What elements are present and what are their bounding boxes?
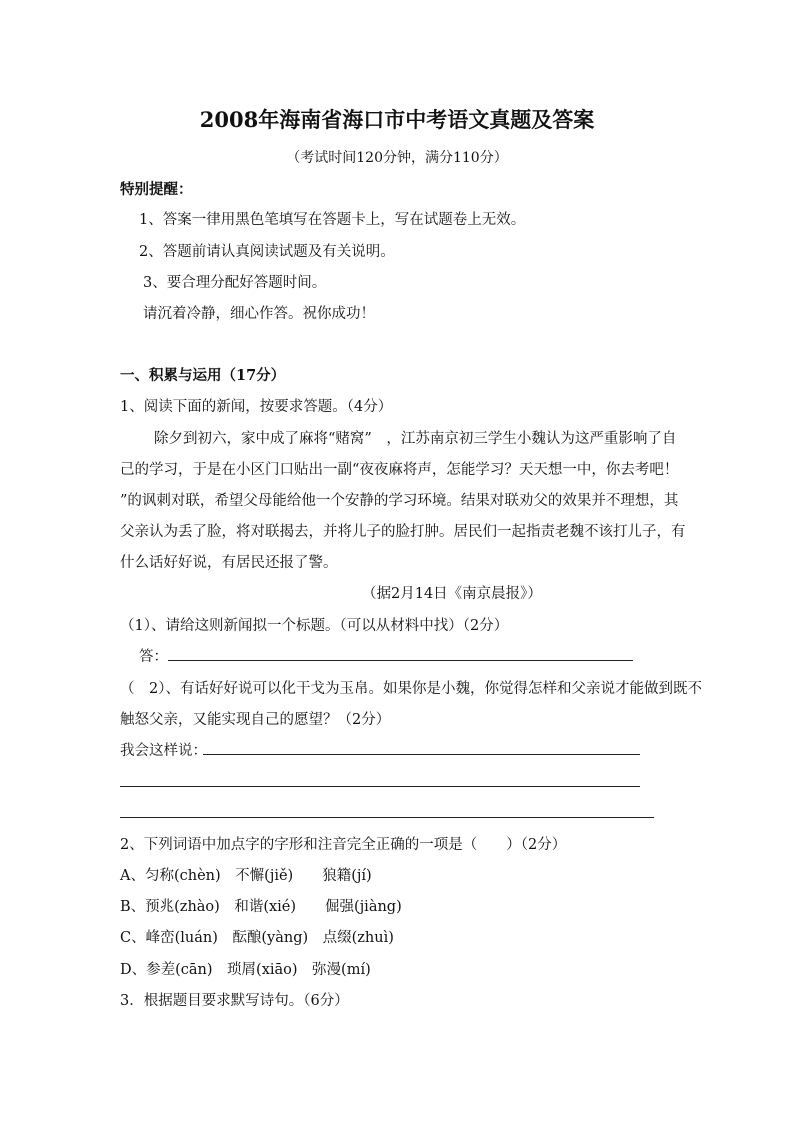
question-3-stem: 3．根据题目要求默写诗句。（6分） [120, 993, 349, 1009]
answer-label: 答： [139, 649, 168, 665]
notice-heading: 特别提醒： [120, 181, 193, 198]
notice-item-1: 1、答案一律用黑色笔填写在答题卡上，写在试题卷上无效。 [139, 212, 526, 228]
answer-prompt-label: 我会这样说： [120, 743, 207, 759]
notice-item-3: 3、要合理分配好答题时间。 [143, 275, 327, 291]
answer-blank-line[interactable] [168, 660, 633, 661]
sub-question-2-line-2: 触怒父亲，又能实现自己的愿望？（2分） [120, 712, 391, 728]
answer-blank-line-1[interactable] [203, 754, 640, 755]
news-paragraph-line-3: ”的讽刺对联，希望父母能给他一个安静的学习环境。结果对联劝父的效果并不理想，其 [120, 493, 679, 509]
answer-blank-line-3[interactable] [120, 817, 654, 818]
news-source: （据2月14日《南京晨报》） [362, 586, 542, 602]
question-2-option-a: A、匀称(chèn) 不懈(jiě) 狼籍(jí) [120, 868, 372, 884]
question-1-stem: 1、阅读下面的新闻，按要求答题。（4分） [120, 399, 393, 415]
section-1-heading: 一、积累与运用（17分） [120, 367, 286, 384]
sub-question-1: （1）、请给这则新闻拟一个标题。（可以从材料中找）（2分） [120, 618, 509, 634]
question-2-stem: 2、下列词语中加点字的字形和注音完全正确的一项是（ ）（2分） [120, 837, 567, 853]
notice-wish: 请沉着冷静，细心作答。祝你成功！ [143, 306, 375, 322]
document-title: 2008年海南省海口市中考语文真题及答案 [199, 107, 595, 132]
question-2-option-d: D、参差(cān) 琐屑(xiāo) 弥漫(mí) [120, 962, 371, 978]
news-paragraph-line-2: 己的学习，于是在小区门口贴出一副“夜夜麻将声，怎能学习？天天想一中，你去考吧！ [120, 462, 679, 478]
news-paragraph-line-1: 除夕到初六，家中成了麻将“赌窝” ，江苏南京初三学生小魏认为这严重影响了自 [154, 431, 677, 447]
question-2-option-c: C、峰峦(luán) 酝酿(yàng) 点缀(zhuì) [120, 930, 394, 946]
answer-blank-line-2[interactable] [120, 786, 640, 787]
news-paragraph-line-4: 父亲认为丢了脸，将对联揭去，并将儿子的脸打肿。居民们一起指责老魏不该打儿子，有 [120, 524, 686, 540]
news-paragraph-line-5: 什么话好好说，有居民还报了警。 [120, 555, 338, 571]
notice-item-2: 2、答题前请认真阅读试题及有关说明。 [139, 244, 395, 260]
sub-question-2-line-1: （ 2）、有话好好说可以化干戈为玉帛。如果你是小魏，你觉得怎样和父亲说才能做到既不 [120, 681, 702, 697]
question-2-option-b: B、预兆(zhào) 和谐(xié) 倔强(jiàng) [120, 899, 402, 915]
exam-info: （考试时间120分钟，满分110分） [286, 150, 508, 166]
